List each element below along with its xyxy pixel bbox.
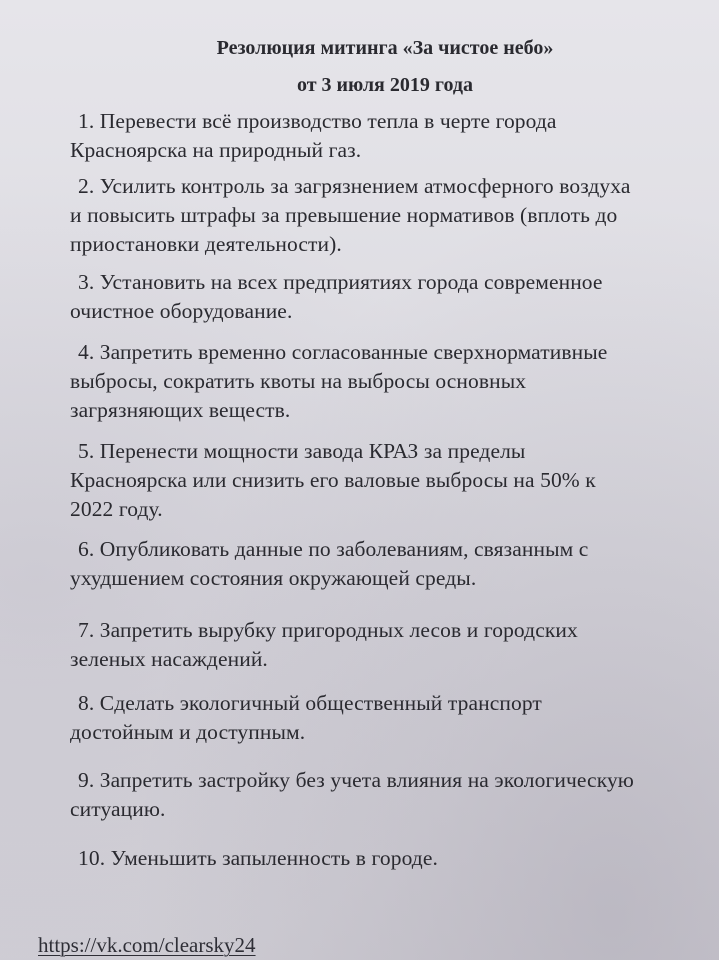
resolution-item-line: 6. Опубликовать данные по заболеваниям, связанным с <box>78 537 589 561</box>
resolution-item-line: 3. Установить на всех предприятиях города современное <box>78 270 603 294</box>
resolution-item-line: 4. Запретить временно согласованные сверхнормативные <box>78 340 608 364</box>
resolution-title: Резолюция митинга «За чистое небо» <box>216 37 554 59</box>
resolution-item <box>70 338 707 425</box>
resolution-item <box>70 766 707 824</box>
resolution-item-line: ухудшением состояния окружающей среды. <box>70 566 477 590</box>
resolution-item <box>70 535 707 593</box>
resolution-item-line: и повысить штрафы за превышение нормативов (вплоть до <box>70 203 618 227</box>
resolution-item-line: 2022 году. <box>70 497 163 521</box>
resolution-item-line: приостановки деятельности). <box>70 232 342 256</box>
resolution-item-line: выбросы, сократить квоты на выбросы основных <box>70 369 527 393</box>
resolution-item-line: 10. Уменьшить запыленность в городе. <box>78 846 438 870</box>
footer-link[interactable]: https://vk.com/clearsky24 <box>38 933 256 957</box>
resolution-item <box>70 844 707 873</box>
resolution-item <box>70 616 707 674</box>
resolution-item-line: 1. Перевести всё производство тепла в черте города <box>78 109 557 133</box>
resolution-item-line: Красноярска на природный газ. <box>70 138 362 162</box>
resolution-item <box>70 172 707 259</box>
resolution-item-line: ситуацию. <box>70 797 166 821</box>
resolution-item <box>70 268 707 326</box>
resolution-item <box>70 437 707 524</box>
resolution-item <box>70 107 707 165</box>
resolution-item-line: очистное оборудование. <box>70 299 293 323</box>
resolution-item-line: 9. Запретить застройку без учета влияния на экологическую <box>78 768 634 792</box>
resolution-item-line: достойным и доступным. <box>70 720 306 744</box>
resolution-item-line: зеленых насаждений. <box>70 647 268 671</box>
resolution-item-line: 7. Запретить вырубку пригородных лесов и городских <box>78 618 578 642</box>
resolution-item-line: 8. Сделать экологичный общественный транспорт <box>78 691 542 715</box>
resolution-date: от 3 июля 2019 года <box>296 74 474 96</box>
resolution-item-line: загрязняющих веществ. <box>70 398 291 422</box>
resolution-item-line: Красноярска или снизить его валовые выбросы на 50% к <box>70 468 596 492</box>
resolution-item <box>70 689 707 747</box>
resolution-item-line: 2. Усилить контроль за загрязнением атмосферного воздуха <box>78 174 631 198</box>
resolution-item-line: 5. Перенести мощности завода КРАЗ за пределы <box>78 439 526 463</box>
